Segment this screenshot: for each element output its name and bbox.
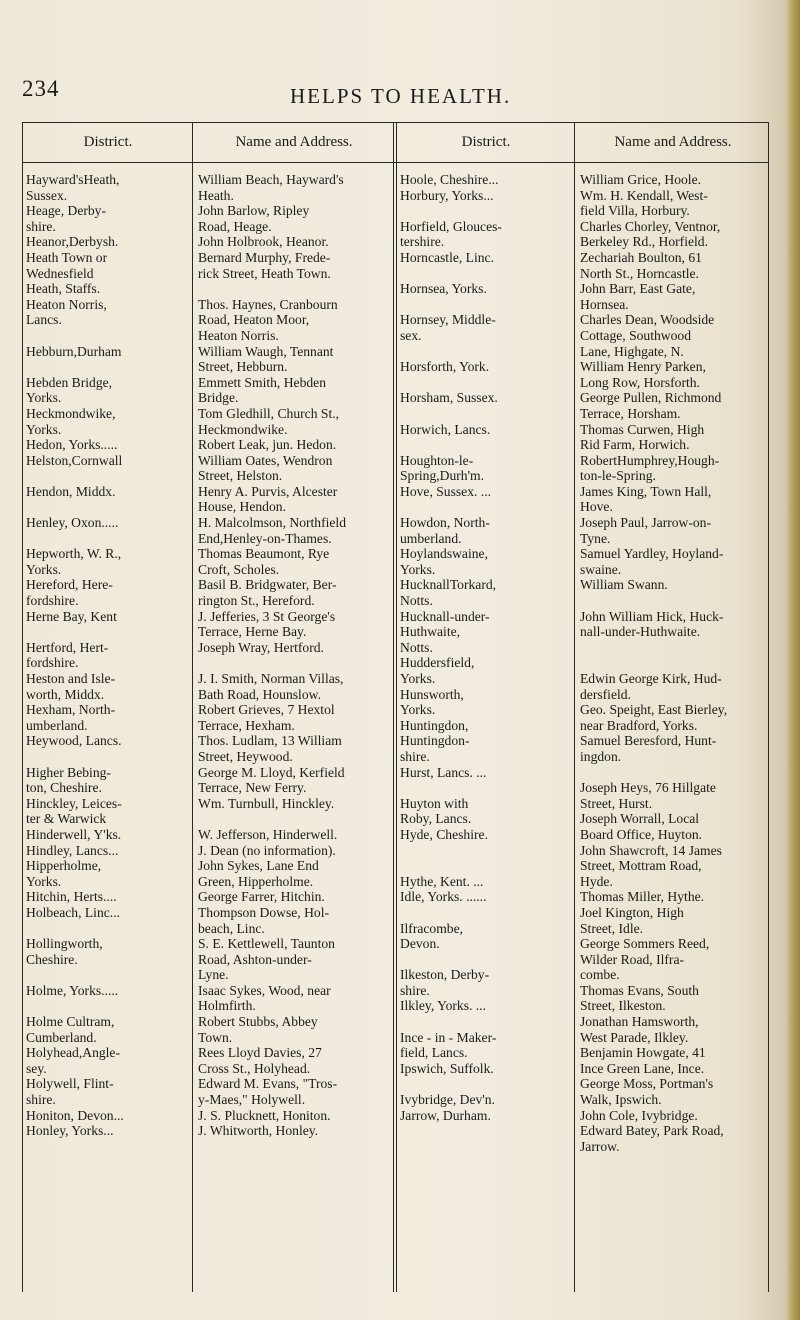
district-entry: Hepworth, W. R., Yorks.: [26, 546, 122, 577]
district-entry: Hebden Bridge, Yorks.: [26, 374, 113, 406]
name-address-entry: Geo. Speight, East Bierley, near Bradford, Yorks.: [580, 702, 728, 733]
name-address-entry: Thomas Beaumont, Rye Croft, Scholes.: [198, 546, 330, 577]
district-entry: Henley, Oxon.....: [26, 515, 119, 531]
name-address-entry: Charles Dean, Woodside Cottage, Southwood Lane, Highgate, N.: [580, 312, 715, 359]
right-district-list: [400, 172, 572, 1123]
name-address-entry: Henry A. Purvis, Alcester House, Hendon.: [198, 483, 338, 515]
district-entry: Horsham, Sussex.: [400, 390, 498, 406]
name-address-entry: Robert Stubbs, Abbey Town.: [198, 1014, 318, 1045]
name-address-entry: [198, 811, 390, 827]
district-entry: Holme Cultram, Cumberland.: [26, 1014, 115, 1045]
name-address-entry: Charles Chorley, Ventnor, Berkeley Rd., Horfield.: [580, 218, 721, 250]
name-address-entry: Thomas Evans, South Street, Ilkeston.: [580, 982, 699, 1014]
left-district-column: [26, 122, 190, 1292]
district-entry: Hertford, Hert- fordshire.: [26, 639, 109, 671]
name-address-entry: Joseph Wray, Hertford.: [198, 639, 324, 655]
name-address-entry: H. Malcolmson, Northfield End,Henley-on-Thames.: [198, 515, 346, 546]
district-entry: Holyhead,Angle- sey.: [26, 1045, 120, 1076]
name-address-entry: John Sykes, Lane End Green, Hipperholme.: [198, 858, 319, 889]
name-address-entry: J. Dean (no information).: [198, 842, 336, 858]
name-address-entry: William Swann.: [580, 577, 668, 593]
district-entry: Hereford, Here- fordshire.: [26, 577, 113, 609]
district-entry: Hexham, North- umberland.: [26, 702, 116, 733]
district-entry: [400, 266, 572, 282]
district-entry: Herne Bay, Kent: [26, 608, 117, 624]
name-address-entry: W. Jefferson, Hinderwell.: [198, 826, 338, 842]
district-entry: Horwich, Lancs.: [400, 421, 491, 437]
name-address-entry: George Farrer, Hitchin.: [198, 889, 325, 905]
district-entry: Hitchin, Herts....: [26, 889, 117, 905]
district-entry: Honley, Yorks...: [26, 1123, 114, 1139]
district-entry: Hurst, Lancs. ...: [400, 764, 487, 780]
name-address-entry: John Cole, Ivybridge.: [580, 1107, 698, 1123]
district-entry: [26, 531, 190, 547]
district-entry: [400, 858, 572, 874]
name-address-entry: George Sommers Reed, Wilder Road, Ilfra- combe.: [580, 936, 710, 983]
name-address-entry: Emmett Smith, Hebden Bridge.: [198, 374, 326, 406]
name-address-entry: [580, 593, 766, 609]
district-entry: Hucknall-under- Huthwaite, Notts.: [400, 608, 490, 655]
district-entry: Huyton with Roby, Lancs.: [400, 795, 472, 827]
district-entry: Hoylandswaine, Yorks.: [400, 546, 488, 577]
name-address-entry: [580, 655, 766, 671]
district-entry: Horncastle, Linc.: [400, 249, 494, 265]
column-rule: [396, 122, 397, 1292]
district-entry: [400, 843, 572, 859]
district-entry: Helston,Cornwall: [26, 452, 123, 468]
column-rule: [393, 122, 394, 1292]
district-entry: Heston and Isle- worth, Middx.: [26, 671, 116, 702]
name-address-entry: Robert Grieves, 7 Hextol Terrace, Hexham.: [198, 702, 335, 733]
name-address-entry: John Shawcroft, 14 James Street, Mottram Road, Hyde.: [580, 842, 722, 889]
left-district-list: [26, 172, 190, 1139]
district-entry: Hornsea, Yorks.: [400, 281, 487, 297]
district-entry: Horsforth, York.: [400, 359, 490, 375]
column-rule: [574, 122, 575, 1292]
district-entry: Ivybridge, Dev'n.: [400, 1092, 495, 1108]
name-address-entry: J. Jefferies, 3 St George's Terrace, Herne Bay.: [198, 608, 336, 640]
name-address-entry: RobertHumphrey,Hough- ton-le-Spring.: [580, 452, 720, 484]
district-entry: [400, 437, 572, 453]
name-address-entry: Thos. Ludlam, 13 William Street, Heywood.: [198, 733, 342, 764]
district-entry: Hyde, Cheshire.: [400, 826, 488, 842]
name-address-entry: J. I. Smith, Norman Villas, Bath Road, Hounslow.: [198, 671, 344, 702]
district-entry: Hipperholme, Yorks.: [26, 858, 102, 889]
name-address-entry: Thos. Haynes, Cranbourn Road, Heaton Moor, Heaton Norris.: [198, 296, 338, 343]
name-address-entry: George M. Lloyd, Kerfield Terrace, New Ferry.: [198, 764, 345, 796]
district-entry: [26, 328, 190, 344]
name-address-entry: John William Hick, Huck- nall-under-Huthwaite.: [580, 608, 724, 640]
right-district-column: [400, 122, 572, 1292]
name-address-entry: Wm. H. Kendall, West- field Villa, Horbury.: [580, 187, 708, 219]
name-address-entry: S. E. Kettlewell, Taunton Road, Ashton-under- Lyne.: [198, 936, 335, 983]
name-address-entry: Basil B. Bridgwater, Ber- rington St., Hereford.: [198, 577, 337, 609]
district-entry: [400, 905, 572, 921]
district-entry: [26, 468, 190, 484]
district-entry: Ilkley, Yorks. ...: [400, 998, 486, 1014]
district-entry: [400, 1014, 572, 1030]
district-entry: Hythe, Kent. ...: [400, 873, 484, 889]
district-entry: [400, 1076, 572, 1092]
name-address-entry: Edwin George Kirk, Hud- dersfield.: [580, 671, 722, 702]
name-address-entry: John Barlow, Ripley Road, Heage.: [198, 203, 310, 234]
district-entry: [26, 359, 190, 375]
name-address-entry: John Holbrook, Heanor.: [198, 234, 329, 250]
name-address-entry: Joseph Paul, Jarrow-on- Tyne.: [580, 515, 712, 546]
name-address-entry: Joseph Heys, 76 Hillgate Street, Hurst.: [580, 780, 716, 811]
page-number: 234: [22, 76, 60, 101]
district-entry: Ipswich, Suffolk.: [400, 1060, 494, 1076]
name-address-entry: Rees Lloyd Davies, 27 Cross St., Holyhead.: [198, 1045, 322, 1076]
district-entry: Howdon, North- umberland.: [400, 515, 490, 546]
name-address-entry: Thompson Dowse, Hol- beach, Linc.: [198, 904, 330, 936]
name-address-entry: Thomas Miller, Hythe.: [580, 889, 705, 905]
name-address-entry: [580, 765, 766, 781]
district-entry: Heath Town or Wednesfield Heath, Staffs.: [26, 249, 108, 297]
district-entry: Holywell, Flint- shire.: [26, 1076, 114, 1108]
district-entry: [26, 967, 190, 983]
district-header: District.: [461, 133, 511, 150]
name-address-entry: Zechariah Boulton, 61 North St., Horncastle.: [580, 249, 702, 281]
district-entry: Hendon, Middx.: [26, 483, 116, 499]
district-entry: Horbury, Yorks...: [400, 187, 494, 203]
name-address-entry: Samuel Yardley, Hoyland- swaine.: [580, 546, 724, 577]
district-entry: Hunsworth, Yorks.: [400, 686, 464, 718]
district-entry: Honiton, Devon...: [26, 1107, 124, 1123]
right-name-column: [580, 122, 766, 1292]
district-entry: [400, 344, 572, 360]
district-entry: Heckmondwike, Yorks.: [26, 405, 116, 437]
district-entry: Horfield, Glouces- tershire.: [400, 218, 502, 250]
name-address-entry: J. Whitworth, Honley.: [198, 1123, 319, 1139]
name-address-entry: Joseph Worrall, Local Board Office, Huyton.: [580, 811, 703, 842]
name-address-entry: Isaac Sykes, Wood, near Holmfirth.: [198, 982, 331, 1014]
district-entry: Hinderwell, Y'ks.: [26, 826, 122, 842]
district-entry: [400, 406, 572, 422]
name-address-entry: William Grice, Hoole.: [580, 172, 702, 187]
name-address-entry: Wm. Turnbull, Hinckley.: [198, 795, 335, 811]
district-entry: Hove, Sussex. ...: [400, 483, 492, 499]
name-address-entry: George Pullen, Richmond Terrace, Horsham.: [580, 390, 722, 421]
name-address-entry: John Barr, East Gate, Hornsea.: [580, 281, 696, 312]
district-entry: [400, 297, 572, 313]
district-entry: Hedon, Yorks.....: [26, 437, 118, 453]
name-address-header: Name and Address.: [614, 133, 732, 150]
district-entry: [26, 499, 190, 515]
name-address-header: Name and Address.: [235, 133, 353, 150]
name-address-entry: [198, 655, 390, 671]
name-address-entry: Bernard Murphy, Frede- rick Street, Heath Town.: [198, 249, 331, 281]
district-entry: [400, 952, 572, 968]
district-entry: HucknallTorkard, Notts.: [400, 577, 497, 609]
district-entry: Holbeach, Linc...: [26, 904, 120, 920]
district-entry: [400, 780, 572, 796]
name-address-entry: Thomas Curwen, High Rid Farm, Horwich.: [580, 421, 705, 453]
district-header: District.: [83, 133, 133, 150]
district-entry: Ince - in - Maker- field, Lancs.: [400, 1029, 497, 1061]
district-entry: [26, 998, 190, 1014]
district-entry: Houghton-le- Spring,Durh'm.: [400, 452, 485, 484]
name-address-entry: [198, 281, 390, 297]
left-name-list: [198, 172, 390, 1139]
district-entry: [26, 921, 190, 937]
name-address-entry: Benjamin Howgate, 41 Ince Green Lane, Ince.: [580, 1045, 706, 1076]
district-entry: Heage, Derby- shire.: [26, 203, 107, 234]
name-address-entry: Robert Leak, jun. Hedon.: [198, 437, 337, 453]
district-entry: Hollingworth, Cheshire.: [26, 936, 103, 967]
name-address-entry: William Henry Parken, Long Row, Horsforth.: [580, 359, 706, 390]
district-entry: Huddersfield, Yorks.: [400, 655, 475, 686]
name-address-entry: George Moss, Portman's Walk, Ipswich.: [580, 1076, 714, 1108]
district-entry: [400, 499, 572, 515]
name-address-entry: Edward M. Evans, "Tros- y-Maes," Holywell.: [198, 1076, 338, 1108]
left-name-column: [198, 122, 390, 1292]
right-name-list: [580, 172, 766, 1154]
district-entry: Ilkeston, Derby- shire.: [400, 967, 490, 998]
district-entry: Hebburn,Durham: [26, 343, 122, 359]
district-entry: Hornsey, Middle- sex.: [400, 312, 496, 343]
district-entry: [26, 624, 190, 640]
name-address-entry: William Waugh, Tennant Street, Hebburn.: [198, 343, 334, 375]
name-address-entry: Jonathan Hamsworth, West Parade, Ilkley.: [580, 1014, 699, 1045]
district-entry: Holme, Yorks.....: [26, 982, 119, 998]
district-entry: Higher Bebing- ton, Cheshire.: [26, 764, 111, 796]
district-entry: Heaton Norris, Lancs.: [26, 296, 107, 328]
district-entry: Hindley, Lancs...: [26, 842, 119, 858]
column-rule: [192, 122, 193, 1292]
name-address-entry: Tom Gledhill, Church St., Heckmondwike.: [198, 405, 340, 437]
district-entry: Huntingdon, Huntingdon- shire.: [400, 717, 470, 764]
district-entry: Hoole, Cheshire...: [400, 172, 499, 187]
district-entry: Heanor,Derbysh.: [26, 234, 119, 250]
registry-table: [22, 122, 768, 1292]
district-entry: Hayward'sHeath, Sussex.: [26, 172, 120, 203]
name-address-entry: William Beach, Hayward's Heath.: [198, 172, 344, 203]
district-entry: Ilfracombe, Devon.: [400, 920, 464, 952]
running-head: HELPS TO HEALTH.: [290, 84, 512, 108]
name-address-entry: William Oates, Wendron Street, Helston.: [198, 452, 333, 484]
name-address-entry: Edward Batey, Park Road, Jarrow.: [580, 1123, 724, 1154]
district-entry: Hinckley, Leices- ter & Warwick: [26, 795, 122, 827]
page-edge-shadow: [786, 0, 800, 1320]
name-address-entry: J. S. Plucknett, Honiton.: [198, 1107, 331, 1123]
name-address-entry: Samuel Beresford, Hunt- ingdon.: [580, 733, 717, 764]
name-address-entry: [580, 640, 766, 656]
name-address-entry: Joel Kington, High Street, Idle.: [580, 904, 684, 936]
name-address-entry: James King, Town Hall, Hove.: [580, 483, 712, 515]
district-entry: Jarrow, Durham.: [400, 1107, 491, 1123]
column-rule: [22, 122, 23, 1292]
district-entry: [400, 375, 572, 391]
column-rule: [768, 122, 769, 1292]
district-entry: Heywood, Lancs.: [26, 733, 122, 749]
district-entry: [26, 749, 190, 765]
district-entry: [400, 203, 572, 219]
district-entry: Idle, Yorks. ......: [400, 889, 487, 905]
